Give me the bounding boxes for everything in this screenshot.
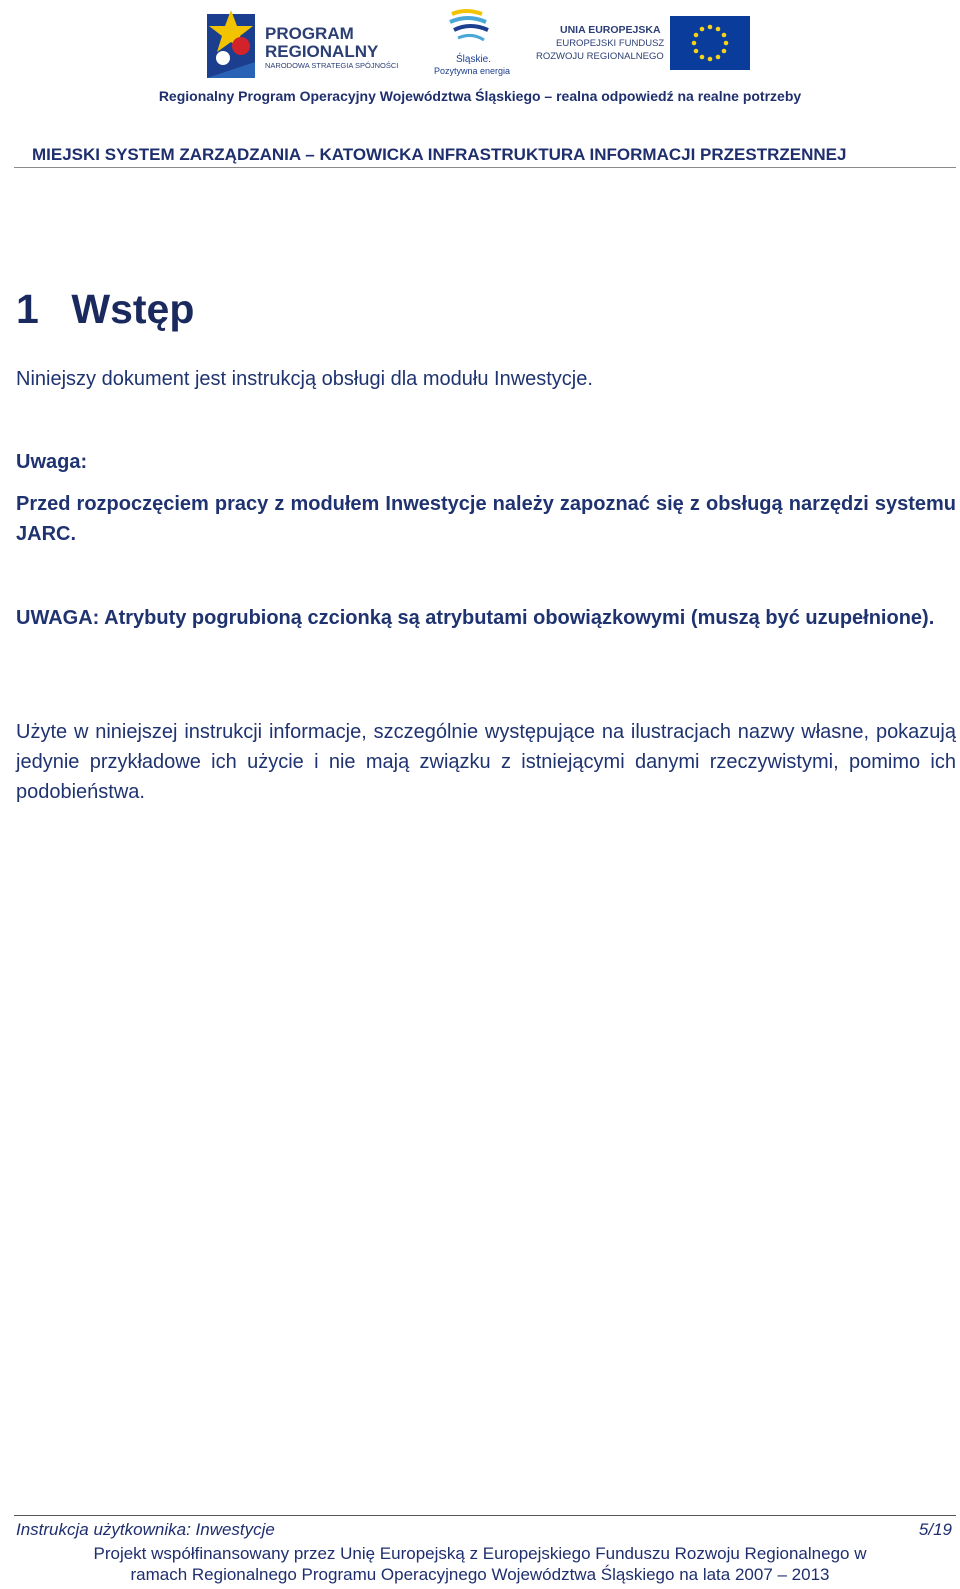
- header-divider: [14, 167, 956, 168]
- footer-project-note: [0, 1543, 960, 1585]
- rpo-tagline: Regionalny Program Operacyjny Województwa Śląskiego – realna odpowiedź na realne potrzeby: [158, 88, 802, 104]
- logo-ue-line3: ROZWOJU REGIONALNEGO: [536, 51, 664, 62]
- footer-doc-title: Instrukcja użytkownika: Inwestycje: [16, 1520, 275, 1539]
- section-heading: [16, 286, 194, 333]
- logo-ue-line1: UNIA EUROPEJSKA: [560, 24, 661, 36]
- eu-flag-icon: [670, 16, 750, 70]
- logo-pr-subtitle: NARODOWA STRATEGIA SPÓJNOŚCI: [265, 61, 399, 70]
- disclaimer-paragraph: Użyte w niniejszej instrukcji informacje, szczególnie występujące na ilustracjach nazwy własne, pokazują jedynie przykładowe ich użycie i nie mają związku z istniejącymi danymi rzeczywistymi, pomimo ich podobieństwa.: [16, 721, 956, 803]
- logo-sl-name: Śląskie.: [456, 54, 492, 65]
- section-title: Wstęp: [71, 286, 195, 332]
- note-label: Uwaga:: [16, 451, 88, 473]
- logo-bar: [0, 0, 960, 85]
- system-header: MIEJSKI SYSTEM ZARZĄDZANIA – KATOWICKA INFRASTRUKTURA INFORMACJI PRZESTRZENNEJ: [32, 145, 847, 164]
- intro-paragraph: Niniejszy dokument jest instrukcją obsługi dla modułu Inwestycje.: [16, 368, 593, 390]
- logo-pr-line2: REGIONALNY: [265, 42, 379, 61]
- program-regionalny-logo: [207, 6, 417, 82]
- logo-ue-line2: EUROPEJSKI FUNDUSZ: [556, 38, 665, 49]
- page-number: 5/19: [918, 1520, 952, 1539]
- footer-divider: [14, 1515, 956, 1516]
- footer-project-line2: ramach Regionalnego Programu Operacyjnego Województwa Śląskiego na lata 2007 – 2013: [130, 1565, 830, 1584]
- note-paragraph: Przed rozpoczęciem pracy z modułem Inwestycje należy zapoznać się z obsługą narzędzi systemu JARC.: [16, 493, 956, 545]
- warning-paragraph: UWAGA: Atrybuty pogrubioną czcionką są atrybutami obowiązkowymi (muszą być uzupełnione).: [16, 607, 935, 629]
- logo-sl-slogan: Pozytywna energia: [434, 66, 511, 76]
- eu-logo: [536, 14, 762, 72]
- logo-pr-line1: PROGRAM: [265, 24, 354, 43]
- footer-project-line1: Projekt współfinansowany przez Unię Europejską z Europejskiego Funduszu Rozwoju Regionalnego w: [93, 1544, 867, 1563]
- section-number: 1: [16, 286, 39, 332]
- slaskie-logo: [434, 6, 524, 78]
